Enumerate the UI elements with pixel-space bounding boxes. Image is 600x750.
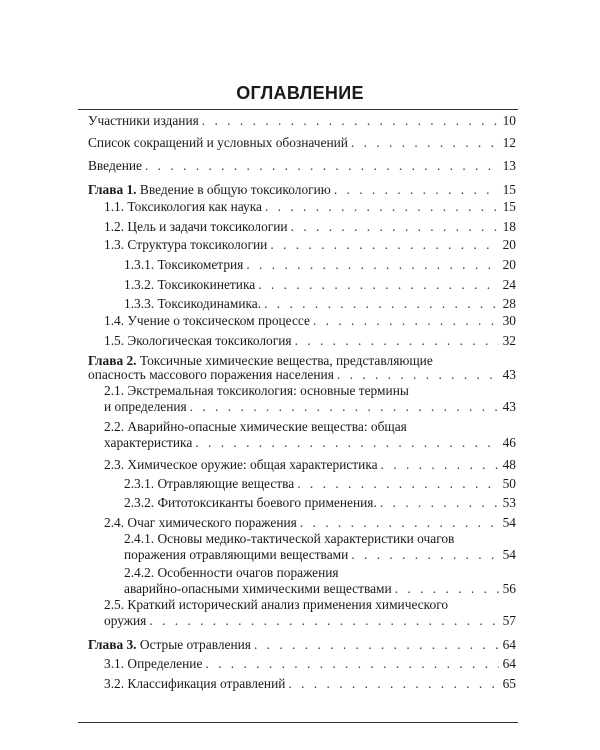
page-number: 65	[502, 676, 516, 691]
toc-entry-line	[88, 366, 516, 383]
toc-entry-line	[104, 675, 516, 692]
dot-leader	[334, 181, 499, 198]
chapter-label: Глава 1.	[88, 182, 137, 197]
toc-entry-line	[104, 456, 516, 473]
page-number: 13	[502, 158, 516, 173]
bottom-rule	[78, 722, 518, 723]
toc-entry-text: 1.4. Учение о токсическом процессе	[104, 313, 310, 328]
page-number: 54	[502, 515, 516, 530]
toc-entry-text: 2.3. Химическое оружие: общая характеристика	[104, 457, 378, 472]
toc-entry-first-line	[124, 530, 454, 547]
toc-entry-line	[104, 612, 516, 629]
page-number: 43	[502, 399, 516, 414]
toc-entry-line	[104, 332, 516, 349]
page-number: 64	[502, 656, 516, 671]
toc-entry-text: оружия	[104, 613, 147, 628]
dot-leader	[380, 494, 499, 511]
dot-leader	[254, 636, 499, 653]
toc-entry-line	[88, 636, 516, 653]
toc-entry-text: аварийно-опасными химическими веществами	[124, 581, 392, 596]
page-number: 30	[502, 313, 516, 328]
dot-leader	[295, 332, 499, 349]
page-number: 10	[502, 113, 516, 128]
dot-leader	[205, 655, 499, 672]
toc-entry-line	[104, 655, 516, 672]
toc-entry-line	[124, 494, 516, 511]
page-number: 28	[502, 296, 516, 311]
toc-entry-text-wrap	[104, 332, 292, 349]
toc-entry-text: Введение в общую токсикологию	[139, 182, 331, 197]
toc-entry-text: 1.3.3. Токсикодинамика.	[124, 296, 262, 311]
page-number: 53	[502, 495, 516, 510]
toc-entry-text: 1.5. Экологическая токсикология	[104, 333, 292, 348]
toc-entry-text: поражения отравляющими веществами	[124, 547, 349, 562]
toc-entry-text-wrap	[88, 157, 142, 174]
toc-entry-text: 1.3. Структура токсикологии	[104, 237, 268, 252]
toc-entry-text: 1.1. Токсикология как наука	[104, 199, 262, 214]
toc-entry-first-line	[104, 418, 407, 435]
toc-entry-text-wrap	[104, 655, 202, 672]
dot-leader	[202, 112, 499, 129]
toc-entry-text: 3.1. Определение	[104, 656, 203, 671]
toc-entry-line	[88, 181, 516, 198]
toc-entry-text-wrap	[104, 198, 262, 215]
toc-entry-line	[88, 157, 516, 174]
toc-entry-line	[88, 112, 516, 129]
dot-leader	[291, 218, 499, 235]
page-number: 24	[502, 277, 516, 292]
toc-entry-text-wrap	[88, 181, 331, 198]
dot-leader	[264, 295, 499, 312]
toc-entry-line	[104, 434, 516, 451]
dot-leader	[313, 312, 499, 329]
page-number: 56	[502, 581, 516, 596]
toc-entry-line	[88, 134, 516, 151]
toc-entry-text-first: Токсичные химические вещества, представляющие	[139, 353, 433, 368]
page-number: 43	[502, 367, 516, 382]
toc-entry-text-wrap	[104, 218, 288, 235]
page-number: 12	[502, 135, 516, 150]
toc-entry-text-wrap	[124, 546, 348, 563]
dot-leader	[258, 276, 499, 293]
dot-leader	[288, 675, 499, 692]
page-number: 64	[502, 637, 516, 652]
dot-leader	[195, 434, 499, 451]
toc-entry-text-wrap	[88, 366, 334, 383]
toc-entry-text-wrap	[124, 580, 392, 597]
toc-entry-text-wrap	[104, 675, 285, 692]
toc-entry-text: характеристика	[104, 435, 193, 450]
dot-leader	[270, 236, 499, 253]
toc-entry-line	[124, 546, 516, 563]
toc-entry-text-wrap	[104, 514, 297, 531]
toc-entry-text: 3.2. Классификация отравлений	[104, 676, 286, 691]
chapter-label: Глава 3.	[88, 637, 137, 652]
toc-entry-text-first: 2.2. Аварийно-опасные химические вещества: общая	[104, 419, 407, 434]
toc-entry-text: опасность массового поражения населения	[88, 367, 334, 382]
page-number: 20	[502, 257, 516, 272]
toc-entry-line	[124, 475, 516, 492]
toc-entry-text: 2.3.1. Отравляющие вещества	[124, 476, 295, 491]
dot-leader	[265, 198, 499, 215]
toc-entry-text-wrap	[124, 276, 255, 293]
toc-entry-text-first: 2.1. Экстремальная токсикология: основные термины	[104, 383, 409, 398]
toc-entry-line	[104, 312, 516, 329]
toc-entry-text-wrap	[124, 494, 377, 511]
toc-entry-text-wrap	[88, 636, 251, 653]
page-number: 20	[502, 237, 516, 252]
toc-entry-text-wrap	[124, 475, 294, 492]
page-number: 57	[502, 613, 516, 628]
toc-entry-text: 1.2. Цель и задачи токсикологии	[104, 219, 288, 234]
dot-leader	[297, 475, 499, 492]
toc-entry-line	[124, 256, 516, 273]
toc-entry-text: Список сокращений и условных обозначений	[88, 135, 348, 150]
toc-entry-line	[124, 295, 516, 312]
toc-entry-text-first: 2.5. Краткий исторический анализ применения химического	[104, 597, 449, 612]
dot-leader	[381, 456, 499, 473]
toc-entry-text-wrap	[88, 112, 199, 129]
dot-leader	[351, 546, 499, 563]
dot-leader	[337, 366, 499, 383]
toc-entry-first-line	[104, 382, 409, 399]
page-number: 32	[502, 333, 516, 348]
toc-entry-text-wrap	[104, 236, 267, 253]
dot-leader	[395, 580, 499, 597]
toc-entry-text-wrap	[104, 312, 310, 329]
toc-entry-text: 2.3.2. Фитотоксиканты боевого применения.	[124, 495, 377, 510]
toc-entry-text-wrap	[88, 134, 348, 151]
toc-entry-text-wrap	[104, 612, 146, 629]
dot-leader	[145, 157, 499, 174]
toc-entry-first-line	[124, 564, 339, 581]
toc-entry-text-wrap	[104, 456, 378, 473]
toc-entry-text-wrap	[124, 256, 243, 273]
dot-leader	[351, 134, 499, 151]
toc-entry-text: Острые отравления	[139, 637, 251, 652]
page-number: 15	[502, 182, 516, 197]
toc-entry-text-wrap	[124, 295, 261, 312]
toc-entry-line	[104, 218, 516, 235]
page-number: 18	[502, 219, 516, 234]
page-number: 54	[502, 547, 516, 562]
toc-entry-line	[104, 514, 516, 531]
toc-entry-text: Участники издания	[88, 113, 199, 128]
toc-entry-text: 2.4. Очаг химического поражения	[104, 515, 297, 530]
top-rule	[78, 109, 518, 110]
page-title: ОГЛАВЛЕНИЕ	[236, 83, 364, 103]
toc-entry-text-wrap	[104, 434, 192, 451]
dot-leader	[149, 612, 499, 629]
chapter-label: Глава 2.	[88, 353, 137, 368]
toc-entry-text-wrap	[104, 398, 187, 415]
page-number: 48	[502, 457, 516, 472]
toc-entry-line	[124, 276, 516, 293]
toc-entry-text: 1.3.1. Токсикометрия	[124, 257, 244, 272]
dot-leader	[190, 398, 499, 415]
toc-entry-line	[104, 236, 516, 253]
page-number: 15	[502, 199, 516, 214]
page-number: 50	[502, 476, 516, 491]
toc-entry-text: Введение	[88, 158, 142, 173]
toc-entry-first-line	[104, 596, 448, 613]
toc-entry-line	[104, 398, 516, 415]
page-number: 46	[502, 435, 516, 450]
dot-leader	[300, 514, 499, 531]
toc-entry-text: и определения	[104, 399, 187, 414]
toc-entry-line	[124, 580, 516, 597]
toc-entry-line	[104, 198, 516, 215]
toc-entry-text: 1.3.2. Токсикокинетика	[124, 277, 256, 292]
toc-entry-text-first: 2.4.1. Основы медико-тактической характеристики очагов	[124, 531, 455, 546]
dot-leader	[246, 256, 499, 273]
toc-entry-text-first: 2.4.2. Особенности очагов поражения	[124, 565, 339, 580]
